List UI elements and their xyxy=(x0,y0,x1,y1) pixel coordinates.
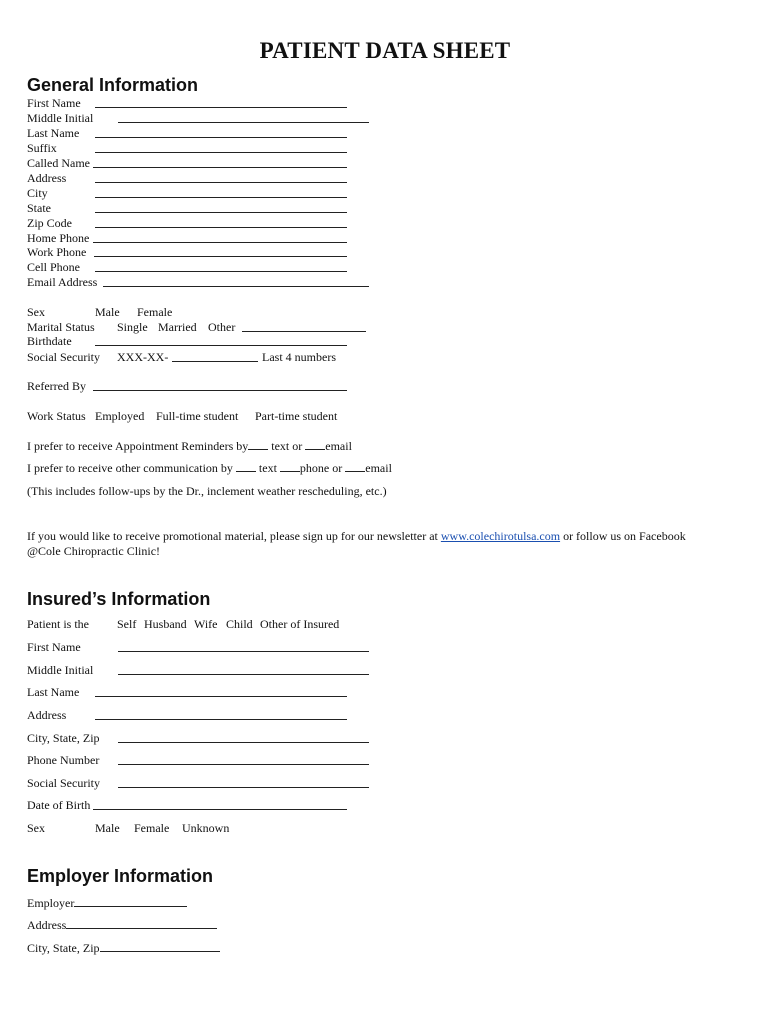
insured-date-of-birth-line[interactable] xyxy=(93,799,347,810)
insured-social-security-label: Social Security xyxy=(27,776,100,790)
other-phone-blank[interactable] xyxy=(280,461,300,472)
employer-line[interactable] xyxy=(74,896,187,907)
marital-option-single[interactable]: Single xyxy=(117,320,148,334)
other-option-email: email xyxy=(365,461,392,475)
preference-note: (This includes follow-ups by the Dr., inclement weather rescheduling, etc.) xyxy=(27,484,387,498)
other-communication-text: I prefer to receive other communication by xyxy=(27,461,233,475)
promo-line-2: @Cole Chiropractic Clinic! xyxy=(27,544,161,558)
suffix-line[interactable] xyxy=(95,152,347,153)
work-phone-line[interactable] xyxy=(94,256,347,257)
sex-option-male[interactable]: Male xyxy=(95,305,120,319)
first-name-line[interactable] xyxy=(95,107,347,108)
promo-text-after: or follow us on Facebook xyxy=(563,529,686,543)
ssn-last4-hint: Last 4 numbers xyxy=(262,350,336,364)
other-option-text: text xyxy=(258,461,277,475)
birthdate-line[interactable] xyxy=(95,335,347,346)
insured-phone-number-label: Phone Number xyxy=(27,753,100,767)
zip-code-label: Zip Code xyxy=(27,216,72,230)
insured-phone-number-line[interactable] xyxy=(118,754,369,765)
work-status-full-time-student[interactable]: Full-time student xyxy=(156,409,239,423)
newsletter-link[interactable]: www.colechirotulsa.com xyxy=(440,529,561,543)
ssn-prefix: XXX-XX- xyxy=(117,350,169,364)
reminder-option-email: email xyxy=(325,439,352,453)
home-phone-line[interactable] xyxy=(93,242,347,243)
called-name-line[interactable] xyxy=(93,167,347,168)
insured-information-heading: Insured’s Information xyxy=(27,589,211,609)
insured-city-state-zip-label: City, State, Zip xyxy=(27,731,100,745)
other-communication-preference xyxy=(27,461,392,476)
reminder-preference-text: I prefer to receive Appointment Reminders by xyxy=(27,439,249,453)
insured-city-state-zip-line[interactable] xyxy=(118,732,369,743)
reminder-option-text: text or xyxy=(271,439,303,453)
email-address-label: Email Address xyxy=(27,275,98,289)
employer-label: Employer xyxy=(27,896,75,910)
middle-initial-line[interactable] xyxy=(118,122,369,123)
insured-sex-unknown[interactable]: Unknown xyxy=(182,821,230,835)
insured-sex-female[interactable]: Female xyxy=(134,821,170,835)
other-email-blank[interactable] xyxy=(345,461,365,472)
reminder-preference xyxy=(27,439,352,454)
sex-option-female[interactable]: Female xyxy=(137,305,173,319)
relation-option-wife[interactable]: Wife xyxy=(194,617,218,631)
social-security-label: Social Security xyxy=(27,350,100,364)
last-name-label: Last Name xyxy=(27,126,80,140)
home-phone-label: Home Phone xyxy=(27,231,90,245)
relation-option-husband[interactable]: Husband xyxy=(144,617,187,631)
promo-text-before: If you would like to receive promotional material, please sign up for our newsletter at xyxy=(27,529,438,543)
employer-address-line[interactable] xyxy=(66,918,217,929)
general-information-heading: General Information xyxy=(27,75,199,95)
other-text-blank[interactable] xyxy=(236,461,256,472)
email-address-line[interactable] xyxy=(103,286,369,287)
first-name-label: First Name xyxy=(27,96,81,110)
cell-phone-label: Cell Phone xyxy=(27,260,80,274)
last-name-line[interactable] xyxy=(95,137,347,138)
state-line[interactable] xyxy=(95,212,347,213)
insured-address-line[interactable] xyxy=(95,709,347,720)
cell-phone-line[interactable] xyxy=(95,271,347,272)
relation-option-child[interactable]: Child xyxy=(226,617,253,631)
insured-first-name-line[interactable] xyxy=(118,641,369,652)
insured-sex-label: Sex xyxy=(27,821,45,835)
reminder-text-blank[interactable] xyxy=(248,439,268,450)
other-option-phone: phone or xyxy=(299,461,343,475)
insured-middle-initial-label: Middle Initial xyxy=(27,663,94,677)
marital-option-other[interactable]: Other xyxy=(208,320,236,334)
address-line[interactable] xyxy=(95,182,347,183)
referred-by-line[interactable] xyxy=(93,380,347,391)
work-status-part-time-student[interactable]: Part-time student xyxy=(255,409,338,423)
birthdate-label: Birthdate xyxy=(27,334,72,348)
city-label: City xyxy=(27,186,48,200)
employer-address-label: Address xyxy=(27,918,67,932)
address-label: Address xyxy=(27,171,67,185)
insured-date-of-birth-label: Date of Birth xyxy=(27,798,91,812)
insured-middle-initial-line[interactable] xyxy=(118,664,369,675)
marital-other-line[interactable] xyxy=(242,321,366,332)
patient-is-the-label: Patient is the xyxy=(27,617,89,631)
employer-city-state-zip-field[interactable] xyxy=(27,941,220,956)
state-label: State xyxy=(27,201,51,215)
employer-city-state-zip-label: City, State, Zip xyxy=(27,941,100,955)
work-status-label: Work Status xyxy=(27,409,86,423)
work-phone-label: Work Phone xyxy=(27,245,87,259)
insured-first-name-label: First Name xyxy=(27,640,81,654)
middle-initial-label: Middle Initial xyxy=(27,111,94,125)
employer-city-state-zip-line[interactable] xyxy=(100,941,220,952)
called-name-label: Called Name xyxy=(27,156,90,170)
employer-address-field[interactable] xyxy=(27,918,217,933)
relation-option-self[interactable]: Self xyxy=(117,617,137,631)
suffix-label: Suffix xyxy=(27,141,57,155)
referred-by-label: Referred By xyxy=(27,379,86,393)
reminder-email-blank[interactable] xyxy=(305,439,325,450)
sex-label: Sex xyxy=(27,305,45,319)
ssn-last4-line[interactable] xyxy=(172,351,258,362)
insured-sex-male[interactable]: Male xyxy=(95,821,120,835)
city-line[interactable] xyxy=(95,197,347,198)
insured-last-name-line[interactable] xyxy=(95,686,347,697)
employer-field[interactable] xyxy=(27,896,187,911)
work-status-employed[interactable]: Employed xyxy=(95,409,145,423)
relation-option-other[interactable]: Other of Insured xyxy=(260,617,340,631)
zip-code-line[interactable] xyxy=(95,227,347,228)
employer-information-heading: Employer Information xyxy=(27,866,214,886)
marital-status-label: Marital Status xyxy=(27,320,95,334)
page-title: PATIENT DATA SHEET xyxy=(259,38,511,63)
insured-last-name-label: Last Name xyxy=(27,685,80,699)
insured-address-label: Address xyxy=(27,708,67,722)
promo-line-1 xyxy=(27,529,686,544)
marital-option-married[interactable]: Married xyxy=(158,320,197,334)
insured-social-security-line[interactable] xyxy=(118,777,369,788)
